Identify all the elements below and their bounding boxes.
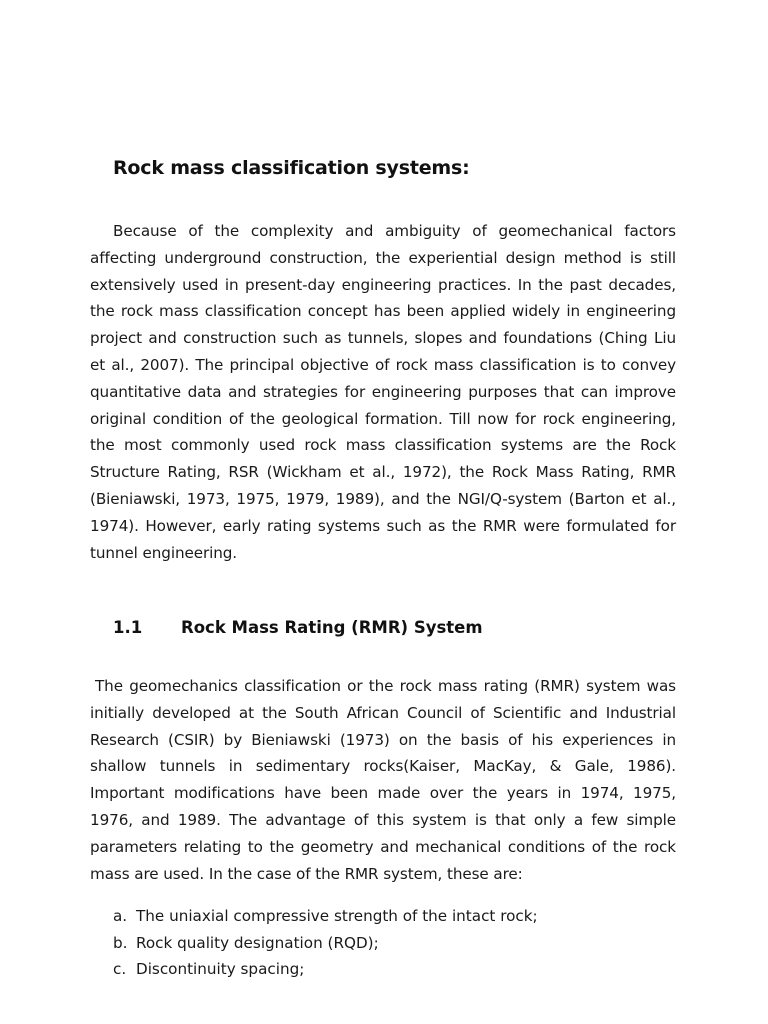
list-marker: a.: [113, 907, 128, 925]
section-title: Rock Mass Rating (RMR) System: [181, 618, 483, 637]
list-item: [113, 903, 538, 930]
list-item: [113, 956, 538, 983]
list-item-text: Rock quality designation (RQD);: [136, 933, 379, 952]
list-item-text: The uniaxial compressive strength of the intact rock;: [136, 907, 538, 925]
list-marker: b.: [113, 933, 128, 952]
page-title: Rock mass classification systems:: [113, 157, 470, 179]
section-heading: [113, 618, 483, 637]
section-number: 1.1: [113, 618, 143, 637]
section-paragraph: The geomechanics classification or the rock mass rating (RMR) system was initially developed at the South African Council of Scientific and Industrial Research (CSIR) by Bieniawski (1973) on the basis of his experiences in shallow tunnels in sedimentary rocks(Kaiser, MacKay, & Gale, 1986). Important modifications have been made over the years in 1974, 1975, 1976, and 1989. The advantage of this system is that only a few simple parameters relating to the geometry and mechanical conditions of the rock mass are used. In the case of the RMR system, these are:: [90, 677, 676, 883]
list-marker: c.: [113, 960, 127, 978]
list-item-text: Discontinuity spacing;: [136, 960, 305, 978]
list-item: [113, 930, 538, 957]
intro-paragraph: Because of the complexity and ambiguity of geomechanical factors affecting underground construction, the experiential design method is still extensively used in present-day engineering practices. In the past decades, the rock mass classification concept has been applied widely in engineering project and construction such as tunnels, slopes and foundations (Ching Liu et al., 2007). The principal objective of rock mass classification is to convey quantitative data and strategies for engineering purposes that can improve original condition of the geological formation. Till now for rock engineering, the most commonly used rock mass classification systems are the Rock Structure Rating, RSR (Wickham et al., 1972), the Rock Mass Rating, RMR (Bieniawski, 1973, 1975, 1979, 1989), and the NGI/Q-system (Barton et al., 1974). However, early rating systems such as the RMR were formulated for tunnel engineering.: [90, 222, 676, 562]
parameter-list: [113, 903, 538, 983]
